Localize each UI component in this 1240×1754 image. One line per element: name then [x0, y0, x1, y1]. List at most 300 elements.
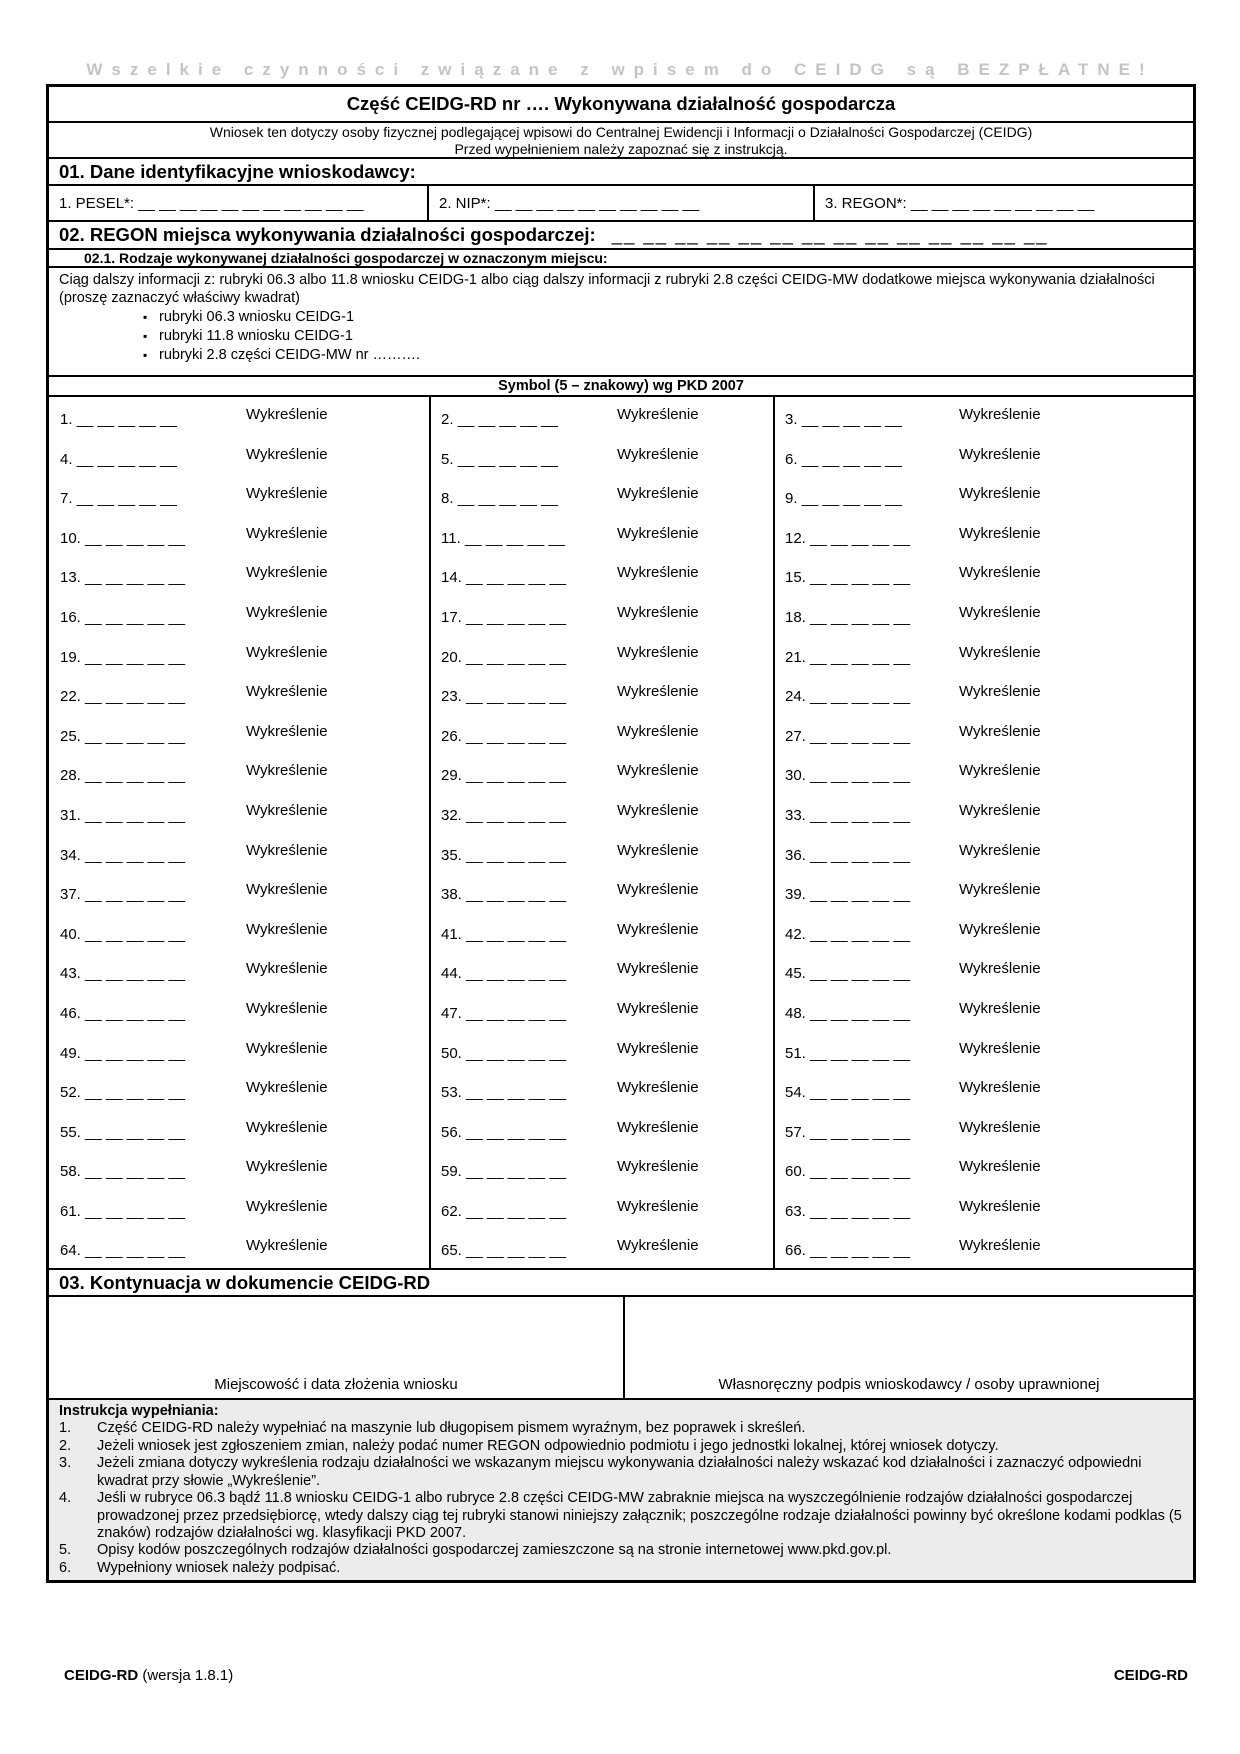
pkd-code-blank: __ __ __ __ __	[85, 1242, 186, 1260]
pkd-code-field[interactable]	[60, 530, 185, 547]
pkd-code-field[interactable]	[785, 1163, 910, 1180]
strike-checkbox-label[interactable]: Wykreślenie	[959, 603, 1041, 621]
strike-checkbox-label[interactable]: Wykreślenie	[959, 920, 1041, 938]
pkd-code-field[interactable]	[60, 411, 177, 428]
pkd-entry	[49, 635, 431, 675]
pkd-entry-number: 36.	[785, 846, 806, 864]
pkd-code-blank: __ __ __ __ __	[85, 925, 186, 943]
pkd-code-grid	[49, 397, 1193, 1268]
option-rubric-11-8[interactable]: ▪ rubryki 11.8 wniosku CEIDG-1	[159, 327, 1183, 346]
pkd-entry	[775, 753, 1193, 793]
strike-checkbox-label[interactable]: Wykreślenie	[959, 564, 1041, 582]
pkd-entry-number: 42.	[785, 925, 806, 943]
pkd-code-blank: __ __ __ __ __	[85, 569, 186, 587]
pkd-code-field[interactable]	[785, 688, 910, 705]
strike-checkbox-label[interactable]: Wykreślenie	[959, 643, 1041, 661]
option-rubric-06-3[interactable]: ▪ rubryki 06.3 wniosku CEIDG-1	[159, 308, 1183, 327]
pkd-code-blank: __ __ __ __ __	[85, 608, 186, 626]
strike-checkbox-label[interactable]: Wykreślenie	[959, 801, 1041, 819]
strike-checkbox-label[interactable]: Wykreślenie	[617, 683, 699, 701]
pkd-entry-number: 46.	[60, 1004, 81, 1022]
pkd-code-blank: __ __ __ __ __	[801, 490, 902, 508]
pkd-entry	[431, 1149, 775, 1189]
pkd-code-field[interactable]	[441, 926, 566, 943]
pkd-code-field[interactable]	[785, 807, 910, 824]
pkd-entry-number: 47.	[441, 1004, 462, 1022]
strike-checkbox-label[interactable]: Wykreślenie	[617, 722, 699, 740]
strike-checkbox-label[interactable]: Wykreślenie	[959, 1079, 1041, 1097]
pkd-entry	[49, 437, 431, 477]
instructions-list	[59, 1420, 1185, 1577]
strike-checkbox-label[interactable]: Wykreślenie	[959, 722, 1041, 740]
pkd-entry	[775, 437, 1193, 477]
pkd-entry-number: 49.	[60, 1044, 81, 1062]
pkd-entry	[431, 1070, 775, 1110]
instruction-number: 2.	[59, 1437, 72, 1454]
pkd-entry-number: 3.	[785, 411, 798, 428]
strike-checkbox-label[interactable]: Wykreślenie	[246, 881, 328, 899]
strike-checkbox-label[interactable]: Wykreślenie	[617, 960, 699, 978]
pkd-symbol-header: Symbol (5 – znakowy) wg PKD 2007	[49, 377, 1193, 397]
strike-checkbox-label[interactable]: Wykreślenie	[959, 960, 1041, 978]
form-intro	[49, 123, 1193, 159]
pkd-code-blank: __ __ __ __ __	[85, 688, 186, 706]
strike-checkbox-label[interactable]: Wykreślenie	[246, 485, 328, 503]
pkd-code-field[interactable]	[441, 530, 565, 547]
pkd-code-blank: __ __ __ __ __	[466, 925, 567, 943]
pkd-entry-number: 8.	[441, 490, 454, 508]
pkd-entry-number: 17.	[441, 608, 462, 626]
pkd-code-field[interactable]	[60, 649, 185, 666]
footer-code: CEIDG-RD	[64, 1667, 139, 1684]
strike-checkbox-label[interactable]: Wykreślenie	[959, 762, 1041, 780]
pkd-entry	[431, 516, 775, 556]
instruction-number: 3.	[59, 1455, 72, 1472]
strike-checkbox-label[interactable]: Wykreślenie	[246, 445, 328, 463]
strike-checkbox-label[interactable]: Wykreślenie	[617, 603, 699, 621]
pkd-code-blank: __ __ __ __ __	[466, 965, 567, 983]
pkd-code-blank: __ __ __ __ __	[466, 1123, 567, 1141]
pkd-entry	[431, 476, 775, 516]
pkd-entry-number: 18.	[785, 608, 806, 626]
strike-checkbox-label[interactable]: Wykreślenie	[246, 1197, 328, 1215]
strike-checkbox-label[interactable]: Wykreślenie	[617, 1118, 699, 1136]
pkd-code-field[interactable]	[441, 451, 558, 468]
strike-checkbox-label[interactable]: Wykreślenie	[246, 1158, 328, 1176]
instruction-text: Opisy kodów poszczególnych rodzajów działalności gospodarczej zamieszczone są na stronie internetowej www.pkd.gov.pl.	[97, 1542, 892, 1559]
pkd-code-blank: __ __ __ __ __	[457, 450, 558, 468]
pkd-entry	[431, 397, 775, 437]
strike-checkbox-label[interactable]: Wykreślenie	[246, 564, 328, 582]
pkd-entry-number: 64.	[60, 1242, 81, 1260]
pkd-code-blank: __ __ __ __ __	[85, 965, 186, 983]
pkd-entry-number: 60.	[785, 1163, 806, 1181]
pkd-code-field[interactable]	[785, 530, 910, 547]
pkd-entry	[431, 555, 775, 595]
strike-checkbox-label[interactable]: Wykreślenie	[617, 564, 699, 582]
strike-checkbox-label[interactable]: Wykreślenie	[617, 485, 699, 503]
signature-row	[49, 1297, 1193, 1400]
pkd-code-field[interactable]	[60, 886, 185, 903]
pkd-entry	[431, 833, 775, 873]
pkd-code-blank: __ __ __ __ __	[466, 806, 567, 824]
pkd-entry	[775, 714, 1193, 754]
pkd-code-field[interactable]	[785, 926, 910, 943]
strike-checkbox-label[interactable]: Wykreślenie	[617, 920, 699, 938]
pkd-code-blank: __ __ __ __ __	[466, 1242, 567, 1260]
pkd-entry	[775, 833, 1193, 873]
instruction-item	[59, 1455, 1185, 1490]
pkd-code-field[interactable]	[441, 1242, 566, 1259]
pkd-code-blank: __ __ __ __ __	[810, 1044, 911, 1062]
pkd-code-blank: __ __ __ __ __	[810, 727, 911, 745]
instruction-number: 6.	[59, 1559, 72, 1576]
pkd-code-blank: __ __ __ __ __	[76, 450, 177, 468]
strike-checkbox-label[interactable]: Wykreślenie	[246, 603, 328, 621]
pkd-entry	[775, 595, 1193, 635]
pkd-code-blank: __ __ __ __ __	[85, 846, 186, 864]
pkd-entry	[431, 872, 775, 912]
pkd-code-blank: __ __ __ __ __	[85, 1123, 186, 1141]
nip-field[interactable]: 2. NIP*: __ __ __ __ __ __ __ __ __ __	[429, 186, 815, 220]
pkd-entry	[49, 555, 431, 595]
pkd-code-blank: __ __ __ __ __	[466, 1202, 567, 1220]
pkd-code-field[interactable]	[60, 490, 177, 507]
strike-checkbox-label[interactable]: Wykreślenie	[959, 524, 1041, 542]
strike-checkbox-label[interactable]: Wykreślenie	[617, 801, 699, 819]
pkd-code-field[interactable]	[60, 1124, 185, 1141]
pkd-entry	[431, 951, 775, 991]
footer-form-code	[64, 1667, 233, 1684]
pkd-code-field[interactable]	[60, 767, 185, 784]
pkd-code-field[interactable]	[785, 965, 910, 982]
pkd-entry-number: 62.	[441, 1202, 462, 1220]
intro-line-2: Przed wypełnieniem należy zapoznać się z instrukcją.	[454, 141, 788, 157]
instruction-item	[59, 1560, 1185, 1577]
pkd-entry	[775, 991, 1193, 1031]
pkd-code-field[interactable]	[785, 1203, 910, 1220]
pkd-code-blank: __ __ __ __ __	[810, 846, 911, 864]
strike-checkbox-label[interactable]: Wykreślenie	[617, 762, 699, 780]
strike-checkbox-label[interactable]: Wykreślenie	[959, 485, 1041, 503]
pkd-entry	[49, 595, 431, 635]
pkd-code-blank: __ __ __ __ __	[810, 608, 911, 626]
pkd-code-blank: __ __ __ __ __	[810, 688, 911, 706]
pkd-code-blank: __ __ __ __ __	[810, 569, 911, 587]
intro-line-1: Wniosek ten dotyczy osoby fizycznej podlegającej wpisowi do Centralnej Ewidencji i Informacji o Działalności Gospodarczej (CEIDG)	[209, 124, 1033, 140]
pkd-entry	[431, 793, 775, 833]
pkd-entry-number: 23.	[441, 688, 462, 706]
section-02-1-heading: 02.1. Rodzaje wykonywanej działalności gospodarczej w oznaczonym miejscu:	[49, 250, 1193, 268]
pkd-code-field[interactable]	[60, 1084, 185, 1101]
strike-checkbox-label[interactable]: Wykreślenie	[959, 1039, 1041, 1057]
strike-checkbox-label[interactable]: Wykreślenie	[246, 1237, 328, 1255]
pkd-entry	[775, 951, 1193, 991]
pkd-entry	[775, 516, 1193, 556]
pkd-entry	[49, 833, 431, 873]
strike-checkbox-label[interactable]: Wykreślenie	[617, 406, 699, 423]
pkd-code-blank: __ __ __ __ __	[810, 886, 911, 904]
strike-checkbox-label[interactable]: Wykreślenie	[246, 999, 328, 1017]
pkd-code-blank: __ __ __ __ __	[85, 886, 186, 904]
place-date-field[interactable]	[49, 1297, 625, 1398]
regon-field[interactable]: 3. REGON*: __ __ __ __ __ __ __ __ __	[825, 194, 1095, 212]
pkd-code-field[interactable]	[441, 1045, 566, 1062]
pkd-code-blank: __ __ __ __ __	[85, 1163, 186, 1181]
strike-checkbox-label[interactable]: Wykreślenie	[959, 1237, 1041, 1255]
pkd-entry-number: 10.	[60, 529, 81, 547]
pkd-code-blank: __ __ __ __ __	[457, 490, 558, 508]
pkd-code-field[interactable]	[785, 1005, 910, 1022]
pkd-code-blank: __ __ __ __ __	[810, 1202, 911, 1220]
pkd-code-field[interactable]	[785, 767, 910, 784]
strike-checkbox-label[interactable]: Wykreślenie	[617, 1079, 699, 1097]
strike-checkbox-label[interactable]: Wykreślenie	[959, 999, 1041, 1017]
pkd-entry-number: 61.	[60, 1202, 81, 1220]
pkd-code-blank: __ __ __ __ __	[810, 1242, 911, 1260]
section-01-heading: 01. Dane identyfikacyjne wnioskodawcy:	[49, 159, 1193, 186]
pkd-entry-number: 21.	[785, 648, 806, 666]
strike-checkbox-label[interactable]: Wykreślenie	[617, 643, 699, 661]
pkd-entry-number: 29.	[441, 767, 462, 785]
pkd-entry	[775, 476, 1193, 516]
pkd-code-field[interactable]	[60, 688, 185, 705]
strike-checkbox-label[interactable]: Wykreślenie	[959, 1158, 1041, 1176]
pkd-entry-number: 20.	[441, 648, 462, 666]
pkd-code-field[interactable]	[441, 1163, 566, 1180]
pkd-entry	[49, 1031, 431, 1071]
strike-checkbox-label[interactable]: Wykreślenie	[617, 1039, 699, 1057]
pkd-code-field[interactable]	[60, 1242, 185, 1259]
pkd-entry	[431, 1110, 775, 1150]
pkd-entry-number: 38.	[441, 886, 462, 904]
pkd-entry-number: 63.	[785, 1202, 806, 1220]
strike-checkbox-label[interactable]: Wykreślenie	[246, 920, 328, 938]
pkd-entry	[775, 555, 1193, 595]
pkd-code-field[interactable]	[785, 728, 910, 745]
pkd-code-blank: __ __ __ __ __	[810, 1123, 911, 1141]
pkd-code-field[interactable]	[60, 728, 185, 745]
pkd-code-blank: __ __ __ __ __	[85, 1004, 186, 1022]
strike-checkbox-label[interactable]: Wykreślenie	[246, 1039, 328, 1057]
pkd-code-field[interactable]	[60, 1005, 185, 1022]
pesel-field[interactable]: 1. PESEL*: __ __ __ __ __ __ __ __ __ __ __	[49, 186, 429, 220]
pkd-code-blank: __ __ __ __ __	[810, 767, 911, 785]
pkd-code-blank: __ __ __ __ __	[466, 648, 567, 666]
pkd-entry	[49, 516, 431, 556]
pkd-entry-number: 2.	[441, 411, 454, 428]
pkd-code-field[interactable]	[441, 609, 566, 626]
strike-checkbox-label[interactable]: Wykreślenie	[959, 841, 1041, 859]
pkd-entry-number: 35.	[441, 846, 462, 864]
pkd-code-blank: __ __ __ __ __	[466, 767, 567, 785]
pkd-entry-number: 6.	[785, 450, 798, 468]
strike-checkbox-label[interactable]: Wykreślenie	[246, 1118, 328, 1136]
pkd-code-field[interactable]	[441, 649, 566, 666]
strike-checkbox-label[interactable]: Wykreślenie	[617, 1237, 699, 1255]
pkd-code-blank: __ __ __ __ __	[85, 727, 186, 745]
pkd-code-field[interactable]	[441, 886, 566, 903]
pkd-code-field[interactable]	[785, 847, 910, 864]
signature-field[interactable]	[625, 1297, 1193, 1398]
pkd-entry-number: 14.	[441, 569, 462, 587]
pkd-entry	[431, 714, 775, 754]
strike-checkbox-label[interactable]: Wykreślenie	[246, 722, 328, 740]
pkd-entry	[431, 1031, 775, 1071]
pkd-entry-number: 5.	[441, 450, 454, 468]
pkd-entry	[49, 793, 431, 833]
pkd-code-field[interactable]	[60, 847, 185, 864]
pkd-entry-number: 12.	[785, 529, 806, 547]
pkd-entry	[431, 437, 775, 477]
pkd-code-field[interactable]	[60, 1203, 185, 1220]
pkd-entry-number: 37.	[60, 886, 81, 904]
pkd-code-field[interactable]	[441, 490, 558, 507]
strike-checkbox-label[interactable]: Wykreślenie	[617, 1197, 699, 1215]
pkd-code-field[interactable]	[60, 926, 185, 943]
pkd-code-field[interactable]	[785, 886, 910, 903]
pkd-code-field[interactable]	[441, 807, 566, 824]
pkd-code-field[interactable]	[60, 965, 185, 982]
pkd-code-field[interactable]	[441, 1084, 566, 1101]
pkd-entry-number: 13.	[60, 569, 81, 587]
pkd-entry	[431, 1228, 775, 1268]
instruction-item	[59, 1490, 1185, 1542]
pkd-code-field[interactable]	[785, 451, 902, 468]
strike-checkbox-label[interactable]: Wykreślenie	[246, 1079, 328, 1097]
signature-label: Własnoręczny podpis wnioskodawcy / osoby uprawnionej	[718, 1376, 1100, 1394]
pkd-entry	[431, 1189, 775, 1229]
pkd-code-field[interactable]	[60, 1045, 185, 1062]
continuation-info	[49, 268, 1193, 377]
pkd-code-field[interactable]	[441, 965, 566, 982]
pkd-entry	[775, 1070, 1193, 1110]
pkd-code-field[interactable]	[441, 1005, 566, 1022]
strike-checkbox-label[interactable]: Wykreślenie	[617, 524, 699, 542]
instruction-item	[59, 1542, 1185, 1559]
strike-checkbox-label[interactable]: Wykreślenie	[617, 1158, 699, 1176]
pkd-code-field[interactable]	[785, 1045, 910, 1062]
pkd-entry	[49, 714, 431, 754]
location-regon-field[interactable]: __ __ __ __ __ __ __ __ __ __ __ __ __ __	[611, 224, 1049, 245]
pkd-entry-number: 9.	[785, 490, 798, 508]
strike-checkbox-label[interactable]: Wykreślenie	[617, 841, 699, 859]
strike-checkbox-label[interactable]: Wykreślenie	[246, 960, 328, 978]
pkd-entry	[49, 1110, 431, 1150]
pkd-code-blank: __ __ __ __ __	[85, 529, 186, 547]
continuation-options	[59, 308, 1183, 365]
pkd-code-field[interactable]	[441, 569, 566, 586]
strike-checkbox-label[interactable]: Wykreślenie	[246, 524, 328, 542]
instruction-text: Jeśli w rubryce 06.3 bądź 11.8 wniosku CEIDG-1 albo rubryce 2.8 części CEIDG-MW zabraknie miejsca na wyszczególnienie rodzajów działalności gospodarczej prowadzonej przez przedsiębiorcę, wtedy dalszy ciąg tej rubryki stanowi niniejszy załącznik; poszczególne rodzaje działalności powinny być określone kodami podklas (5 znaków) rodzajów działalności wg. klasyfikacji PKD 2007.	[97, 1490, 1182, 1541]
pkd-entry-number: 25.	[60, 727, 81, 745]
pkd-entry-number: 39.	[785, 886, 806, 904]
pkd-code-field[interactable]	[785, 1084, 910, 1101]
strike-checkbox-label[interactable]: Wykreślenie	[959, 1197, 1041, 1215]
pkd-code-blank: __ __ __ __ __	[810, 529, 911, 547]
pkd-entry	[49, 951, 431, 991]
option-rubric-2-8[interactable]: ▪ rubryki 2.8 części CEIDG-MW nr ……….	[159, 346, 1183, 365]
pkd-entry-number: 28.	[60, 767, 81, 785]
footer-version: (wersja 1.8.1)	[142, 1667, 234, 1684]
pkd-code-field[interactable]	[785, 1242, 910, 1259]
strike-checkbox-label[interactable]: Wykreślenie	[246, 643, 328, 661]
pkd-code-field[interactable]	[785, 411, 902, 428]
ceidg-rd-form	[46, 84, 1196, 1583]
pkd-code-field[interactable]	[785, 609, 910, 626]
instruction-number: 4.	[59, 1490, 72, 1507]
pkd-entry	[49, 397, 431, 437]
pkd-code-field[interactable]	[441, 767, 566, 784]
pkd-code-field[interactable]	[441, 688, 566, 705]
pkd-code-blank: __ __ __ __ __	[466, 1163, 567, 1181]
strike-checkbox-label[interactable]: Wykreślenie	[617, 999, 699, 1017]
strike-checkbox-label[interactable]: Wykreślenie	[617, 445, 699, 463]
pkd-entry-number: 30.	[785, 767, 806, 785]
strike-checkbox-label[interactable]: Wykreślenie	[246, 406, 328, 423]
strike-checkbox-label[interactable]: Wykreślenie	[246, 841, 328, 859]
pkd-code-blank: __ __ __ __ __	[801, 450, 902, 468]
continuation-info-text: Ciąg dalszy informacji z: rubryki 06.3 albo 11.8 wniosku CEIDG-1 albo ciąg dalszy informacji z rubryki 2.8 części CEIDG-MW dodatkowe miejsca wykonywania działalności (proszę zaznaczyć właściwy kwadrat)	[59, 272, 1155, 306]
pkd-code-field[interactable]	[60, 1163, 185, 1180]
pkd-code-field[interactable]	[441, 1124, 566, 1141]
pkd-code-field[interactable]	[441, 847, 566, 864]
pkd-entry	[431, 753, 775, 793]
pkd-code-field[interactable]	[785, 569, 910, 586]
strike-checkbox-label[interactable]: Wykreślenie	[959, 445, 1041, 463]
pkd-code-blank: __ __ __ __ __	[466, 886, 567, 904]
pkd-entry-number: 33.	[785, 806, 806, 824]
pkd-code-field[interactable]	[60, 451, 177, 468]
pkd-code-field[interactable]	[441, 411, 558, 428]
strike-checkbox-label[interactable]: Wykreślenie	[246, 762, 328, 780]
strike-checkbox-label[interactable]: Wykreślenie	[617, 881, 699, 899]
pkd-entry-number: 4.	[60, 450, 73, 468]
pkd-code-field[interactable]	[60, 807, 185, 824]
pkd-entry-number: 52.	[60, 1084, 81, 1102]
pkd-entry	[49, 476, 431, 516]
pkd-code-field[interactable]	[785, 1124, 910, 1141]
instruction-text: Jeżeli zmiana dotyczy wykreślenia rodzaju działalności we wskazanym miejscu wykonywania działalności należy wskazać kod działalności i zaznaczyć odpowiedni kwadrat przy słowie „Wykreślenie”.	[97, 1455, 1142, 1489]
strike-checkbox-label[interactable]: Wykreślenie	[959, 683, 1041, 701]
pkd-code-blank: __ __ __ __ __	[810, 1163, 911, 1181]
pkd-code-blank: __ __ __ __ __	[801, 411, 902, 428]
pkd-code-blank: __ __ __ __ __	[810, 965, 911, 983]
pkd-entry	[49, 991, 431, 1031]
instruction-text: Wypełniony wniosek należy podpisać.	[97, 1559, 341, 1576]
pkd-code-field[interactable]	[60, 609, 185, 626]
strike-checkbox-label[interactable]: Wykreślenie	[246, 683, 328, 701]
strike-checkbox-label[interactable]: Wykreślenie	[959, 406, 1041, 423]
section-03-heading: 03. Kontynuacja w dokumencie CEIDG-RD	[49, 1268, 1193, 1297]
pkd-entry-number: 26.	[441, 727, 462, 745]
strike-checkbox-label[interactable]: Wykreślenie	[959, 1118, 1041, 1136]
section-02-title: 02. REGON miejsca wykonywania działalności gospodarczej:	[59, 224, 596, 245]
pkd-code-blank: __ __ __ __ __	[466, 727, 567, 745]
pkd-entry	[775, 1149, 1193, 1189]
pkd-entry-number: 24.	[785, 688, 806, 706]
instruction-number: 5.	[59, 1542, 72, 1559]
strike-checkbox-label[interactable]: Wykreślenie	[246, 801, 328, 819]
pkd-code-field[interactable]	[441, 728, 566, 745]
pkd-code-field[interactable]	[785, 649, 910, 666]
pkd-code-field[interactable]	[785, 490, 902, 507]
pkd-code-field[interactable]	[60, 569, 185, 586]
pkd-code-field[interactable]	[441, 1203, 566, 1220]
instruction-number: 1.	[59, 1420, 72, 1437]
pkd-entry-number: 40.	[60, 925, 81, 943]
strike-checkbox-label[interactable]: Wykreślenie	[959, 881, 1041, 899]
